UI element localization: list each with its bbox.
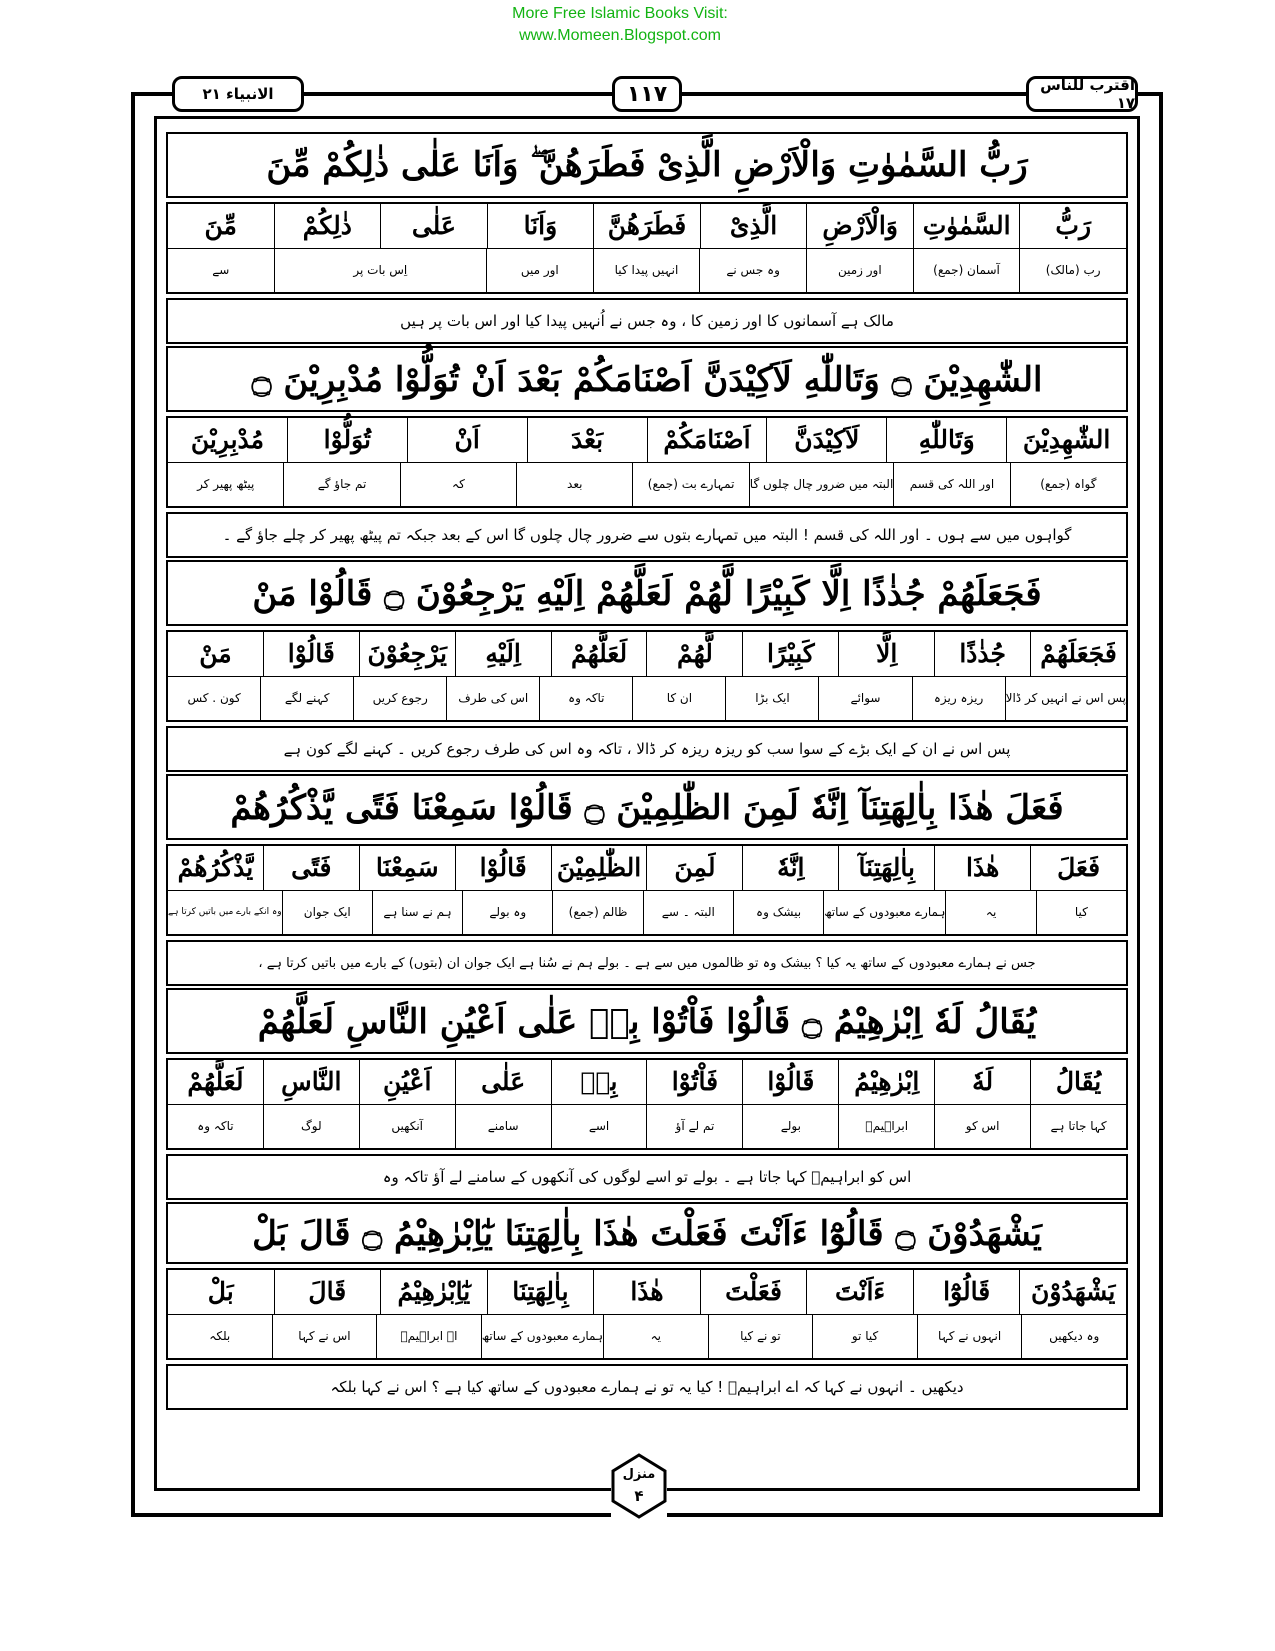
meaning-cell: البتہ میں ضرور چال چلوں گا	[749, 463, 893, 507]
meaning-cell: اسے	[551, 1105, 647, 1149]
word-cell: الظّٰلِمِیْنَ	[551, 846, 647, 890]
word-cell: قَالُوْٓا	[913, 1270, 1020, 1314]
word-row	[168, 1270, 1126, 1315]
word-cell: یَّذْكُرُهُمْ	[177, 853, 254, 883]
word-cell: هٰذَا	[593, 1270, 700, 1314]
surah-name-label: الانبیاء ۲۱	[172, 76, 304, 112]
meaning-cell: سے	[212, 263, 230, 278]
word-row	[168, 632, 1126, 677]
meaning-cell: لوگ	[263, 1105, 359, 1149]
word-cell: بَعْدَ	[527, 418, 647, 462]
word-cell: اِلَّا	[838, 632, 934, 676]
word-cell: لَّهُمْ	[646, 632, 742, 676]
meaning-cell: سوائے	[818, 677, 911, 721]
word-cell: وَاَنَا	[487, 204, 594, 248]
word-grid	[166, 630, 1128, 722]
manzil-marker	[611, 1453, 667, 1519]
word-cell: السَّمٰوٰتِ	[913, 204, 1020, 248]
word-cell: لَعَلَّهُمْ	[551, 632, 647, 676]
meaning-cell: البتہ ۔ سے	[643, 891, 733, 935]
meaning-cell: تم جاؤ گے	[283, 463, 399, 507]
meaning-cell: تاکہ وہ	[197, 1119, 234, 1134]
word-cell: اَعْیُنِ	[359, 1060, 455, 1104]
meaning-cell: اور زمین	[806, 249, 913, 293]
meaning-cell: اور میں	[486, 249, 593, 293]
word-cell: كَبِیْرًا	[742, 632, 838, 676]
word-cell: لَاَكِیْدَنَّ	[766, 418, 886, 462]
meaning-cell: تاکہ وہ	[539, 677, 632, 721]
translation-line: دیکھیں ۔ انہوں نے کہا کہ اے ابراہیمؑ ! کیا یہ تو نے ہمارے معبودوں کے ساتھ کیا ہے ؟ اس نے کہا بلکہ	[166, 1364, 1128, 1410]
word-cell: بِهٖ	[551, 1060, 647, 1104]
word-cell: بِاٰلِهَتِنَآ	[838, 846, 934, 890]
meaning-cell: ریزہ ریزہ	[912, 677, 1005, 721]
meaning-row	[168, 1315, 1126, 1359]
meaning-cell: آسمان (جمع)	[913, 249, 1020, 293]
word-cell: لَعَلَّهُمْ	[187, 1067, 244, 1097]
meaning-cell: اِس بات پر	[274, 249, 486, 293]
meaning-cell: ابراہیمؑ	[838, 1105, 934, 1149]
word-cell: ءَاَنْتَ	[806, 1270, 913, 1314]
word-cell: فَطَرَهُنَّ	[593, 204, 700, 248]
meaning-cell: اے ابراہیمؑ	[376, 1315, 481, 1359]
word-cell: مُدْبِرِیْنَ	[190, 425, 265, 455]
word-grid	[166, 844, 1128, 936]
meaning-cell: تم لے آؤ	[646, 1105, 742, 1149]
meaning-cell: بعد	[516, 463, 632, 507]
word-cell: اِبْرٰهِیْمُ	[838, 1060, 934, 1104]
word-cell: عَلٰی	[380, 204, 487, 248]
word-cell: هٰذَا	[934, 846, 1030, 890]
meaning-cell: کون . کس	[187, 691, 241, 706]
meaning-cell: وہ جس نے	[699, 249, 806, 293]
meaning-cell: بلکہ	[209, 1329, 231, 1344]
word-cell: اِنَّهٗ	[742, 846, 838, 890]
word-cell: بِاٰلِهَتِنَا	[487, 1270, 594, 1314]
meaning-cell: ان کا	[632, 677, 725, 721]
manzil-number: ۴	[634, 1487, 644, 1505]
meaning-cell: تو نے کیا	[708, 1315, 813, 1359]
translation-line: پس اس نے ان کے ایک بڑے کے سوا سب کو ریزہ ریزہ کر ڈالا ، تاکہ وہ اس کی طرف رجوع کریں ۔ کہنے لگے کون ہے	[166, 726, 1128, 772]
meaning-cell: رب (مالک)	[1019, 249, 1126, 293]
word-cell: وَتَاللّٰهِ	[886, 418, 1006, 462]
translation-line: گواہوں میں سے ہوں ۔ اور اللہ کی قسم ! البتہ میں تمہارے بتوں سے ضرور چال چلوں گا اس کے بعد جبکہ تم پیٹھ پھیر کر چلے جاؤ گے ۔	[166, 512, 1128, 558]
word-row	[168, 1060, 1126, 1105]
word-row	[168, 846, 1126, 891]
word-grid	[166, 202, 1128, 294]
meaning-cell: کہنے لگے	[260, 677, 353, 721]
meaning-row	[168, 463, 1126, 507]
meaning-cell: گواہ (جمع)	[1010, 463, 1126, 507]
word-cell: الشّٰهِدِیْنَ	[1006, 418, 1126, 462]
word-cell: لَهٗ	[934, 1060, 1030, 1104]
word-cell: یَشْهَدُوْنَ	[1019, 1270, 1126, 1314]
word-cell: اَنْ	[407, 418, 527, 462]
meaning-cell: ایک بڑا	[725, 677, 818, 721]
meaning-cell: ظالم (جمع)	[552, 891, 642, 935]
word-cell: فَاْتُوْا	[646, 1060, 742, 1104]
verse-line: فَعَلَ هٰذَا بِاٰلِهَتِنَآ اِنَّهٗ لَمِنَ الظّٰلِمِیْنَ ۝ قَالُوْا سَمِعْنَا فَتًی یَّذْكُرُهُمْ	[166, 774, 1128, 840]
word-cell: مَنْ	[199, 639, 232, 669]
meaning-cell: یہ	[945, 891, 1035, 935]
word-cell: وَالْاَرْضِ	[806, 204, 913, 248]
page-number: ۱۱۷	[612, 76, 682, 112]
manzil-label: منزل	[622, 1467, 656, 1482]
word-cell: الَّذِیْ	[700, 204, 807, 248]
meaning-cell: کہ	[400, 463, 516, 507]
word-cell: النَّاسِ	[263, 1060, 359, 1104]
word-row	[168, 204, 1126, 249]
para-name-label: اقترب للناس ۱۷	[1026, 76, 1138, 112]
meaning-cell: ہمارے معبودوں کے ساتھ	[481, 1315, 603, 1359]
word-cell: یُقَالُ	[1030, 1060, 1126, 1104]
word-cell: جُذٰذًا	[934, 632, 1030, 676]
word-cell: رَبُّ	[1019, 204, 1126, 248]
meaning-cell: اس کی طرف	[446, 677, 539, 721]
meaning-cell: تمہارے بت (جمع)	[632, 463, 748, 507]
word-cell: فَعَلْتَ	[700, 1270, 807, 1314]
meaning-cell: اس نے کہا	[272, 1315, 377, 1359]
verse-line: یَشْهَدُوْنَ ۝ قَالُوْٓا ءَاَنْتَ فَعَلْتَ هٰذَا بِاٰلِهَتِنَا یٰٓاِبْرٰهِیْمُ ۝ قَالَ بَلْ	[166, 1202, 1128, 1264]
word-cell: مِّنَ	[204, 211, 237, 241]
verse-line: رَبُّ السَّمٰوٰتِ وَالْاَرْضِ الَّذِیْ فَطَرَهُنَّ ۖ وَاَنَا عَلٰی ذٰلِكُمْ مِّنَ	[166, 132, 1128, 198]
meaning-cell: سامنے	[455, 1105, 551, 1149]
word-cell: عَلٰی	[455, 1060, 551, 1104]
translation-line: اس کو ابراہیمؑ کہا جاتا ہے ۔ بولے تو اسے لوگوں کی آنکھوں کے سامنے لے آؤ تاکہ وہ	[166, 1154, 1128, 1200]
meaning-cell: آنکھیں	[359, 1105, 455, 1149]
word-cell: اِلَیْهِ	[455, 632, 551, 676]
verse-line: الشّٰهِدِیْنَ ۝ وَتَاللّٰهِ لَاَكِیْدَنَّ اَصْنَامَكُمْ بَعْدَ اَنْ تُوَلُّوْا مُدْبِرِیْنَ ۝	[166, 346, 1128, 412]
word-cell: قَالُوْا	[455, 846, 551, 890]
promo-url[interactable]: www.Momeen.Blogspot.com	[519, 27, 721, 44]
word-grid	[166, 416, 1128, 508]
meaning-cell: ہمارے معبودوں کے ساتھ	[823, 891, 945, 935]
meaning-row	[168, 249, 1126, 293]
meaning-cell: پیٹھ پھیر کر	[197, 477, 255, 492]
hexagon-icon	[611, 1453, 667, 1519]
word-cell: اَصْنَامَكُمْ	[647, 418, 767, 462]
word-cell: یٰٓاِبْرٰهِیْمُ	[380, 1270, 487, 1314]
meaning-row	[168, 677, 1126, 721]
meaning-cell: انہیں پیدا کیا	[593, 249, 700, 293]
word-cell: ذٰلِكُمْ	[274, 204, 381, 248]
word-grid	[166, 1268, 1128, 1360]
verse-line: یُقَالُ لَهٗ اِبْرٰهِیْمُ ۝ قَالُوْا فَاْتُوْا بِهٖ عَلٰی اَعْیُنِ النَّاسِ لَعَلَّهُمْ	[166, 988, 1128, 1054]
verse-line: فَجَعَلَهُمْ جُذٰذًا اِلَّا كَبِیْرًا لَّهُمْ لَعَلَّهُمْ اِلَیْهِ یَرْجِعُوْنَ ۝ قَالُوْا مَنْ	[166, 560, 1128, 626]
meaning-cell: بولے	[742, 1105, 838, 1149]
meaning-cell: یہ	[603, 1315, 708, 1359]
word-cell: لَمِنَ	[646, 846, 742, 890]
meaning-cell: رجوع کریں	[353, 677, 446, 721]
meaning-cell: ہم نے سنا ہے	[372, 891, 462, 935]
word-cell: تُوَلُّوْا	[287, 418, 407, 462]
word-cell: فَعَلَ	[1030, 846, 1126, 890]
word-cell: قَالُوْا	[742, 1060, 838, 1104]
word-cell: سَمِعْنَا	[359, 846, 455, 890]
meaning-cell: بیشک وہ	[733, 891, 823, 935]
word-cell: قَالُوْا	[263, 632, 359, 676]
word-cell: بَلْ	[207, 1277, 234, 1307]
meaning-cell: کیا تو	[812, 1315, 917, 1359]
meaning-cell: وہ انکے بارے میں باتیں کرتا ہے	[167, 907, 282, 918]
meaning-cell: اس کو	[934, 1105, 1030, 1149]
meaning-cell: کیا	[1036, 891, 1126, 935]
word-cell: قَالَ	[274, 1270, 381, 1314]
word-cell: فَتًی	[263, 846, 359, 890]
meaning-cell: وہ بولے	[462, 891, 552, 935]
meaning-row	[168, 891, 1126, 935]
meaning-cell: پس اس نے انہیں کر ڈالا	[1005, 677, 1126, 721]
meaning-cell: اور اللہ کی قسم	[893, 463, 1009, 507]
meaning-cell: کہا جاتا ہے	[1030, 1105, 1126, 1149]
word-cell: فَجَعَلَهُمْ	[1030, 632, 1126, 676]
promo-line-1: More Free Islamic Books Visit:	[512, 5, 728, 22]
meaning-row	[168, 1105, 1126, 1149]
translation-line: مالک ہے آسمانوں کا اور زمین کا ، وہ جس نے اُنہیں پیدا کیا اور اس بات پر ہیں	[166, 298, 1128, 344]
word-row	[168, 418, 1126, 463]
meaning-cell: وہ دیکھیں	[1021, 1315, 1126, 1359]
meaning-cell: ایک جوان	[282, 891, 372, 935]
translation-line: جس نے ہمارے معبودوں کے ساتھ یہ کیا ؟ بیشک وہ تو ظالموں میں سے ہے ۔ بولے ہم نے سُنا ہے ایک جوان ان (بتوں) کے بارے میں باتیں کرتا ہے ،	[166, 940, 1128, 986]
word-grid	[166, 1058, 1128, 1150]
word-cell: یَرْجِعُوْنَ	[359, 632, 455, 676]
meaning-cell: انہوں نے کہا	[917, 1315, 1022, 1359]
